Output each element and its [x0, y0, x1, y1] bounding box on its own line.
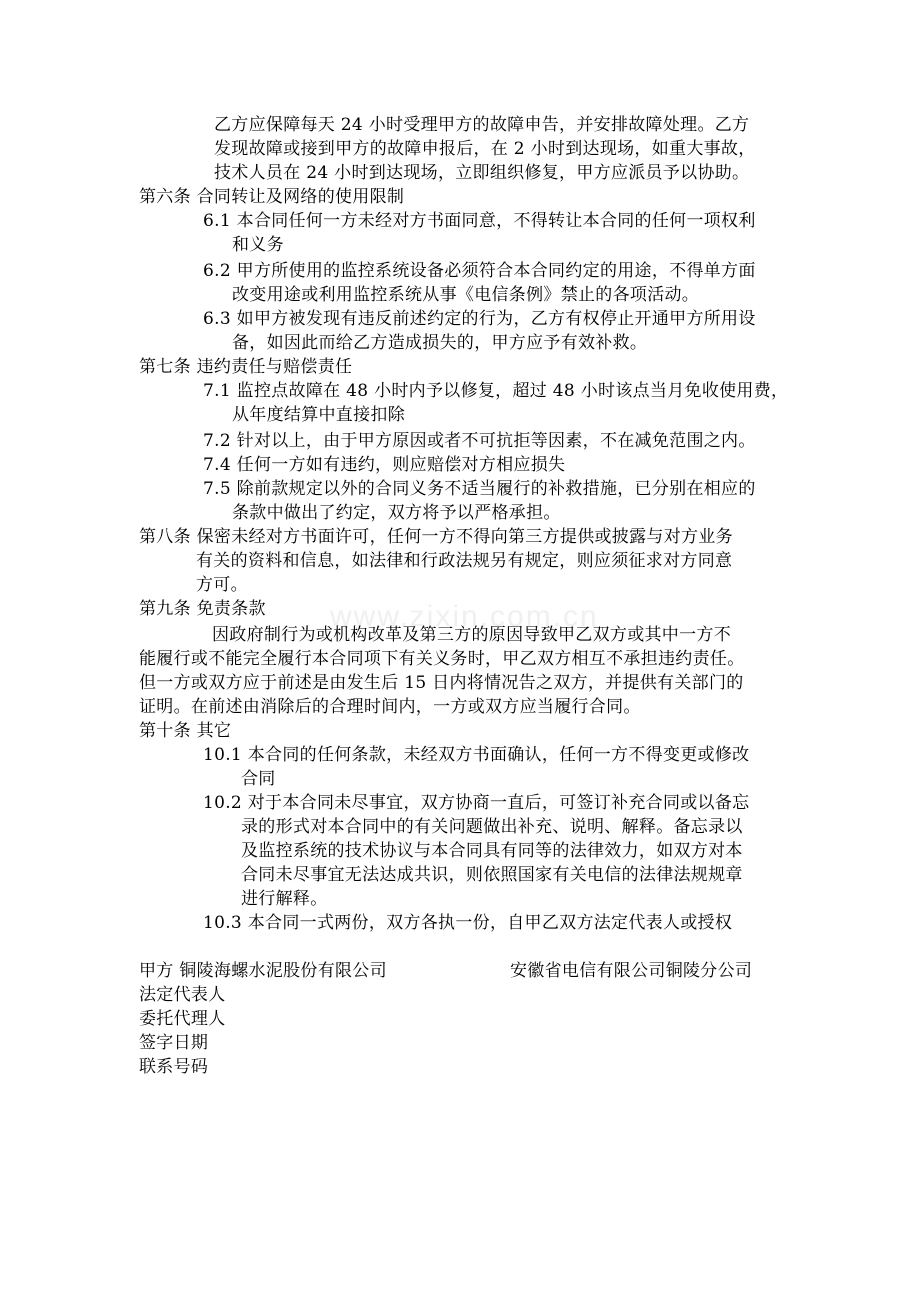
clause-10-2-cont: 录的形式对本合同中的有关问题做出补充、说明、解释。备忘录以 — [241, 817, 743, 837]
article-8-line: 方可。 — [196, 575, 248, 595]
clause-6-2-cont: 改变用途或利用监控系统从事《电信条例》禁止的各项活动。 — [232, 285, 700, 305]
clause-10-1: 10.1 本合同的任何条款，未经双方书面确认，任何一方不得变更或修改 — [203, 745, 750, 765]
clause-7-4: 7.4 任何一方如有违约，则应赔偿对方相应损失 — [203, 455, 566, 475]
clause-6-3-cont: 备，如因此而给乙方造成损失的，甲方应予有效补救。 — [232, 333, 648, 353]
clause-10-2: 10.2 对于本合同未尽事宜，双方协商一直后，可签订补充合同或以备忘 — [203, 793, 750, 813]
field-legal-representative: 法定代表人 — [139, 985, 226, 1005]
intro-line: 发现故障或接到甲方的故障申报后，在 2 小时到达现场，如重大事故， — [214, 139, 756, 159]
article-10-heading: 第十条 其它 — [139, 721, 232, 741]
clause-7-5-cont: 条款中做出了约定，双方将予以严格承担。 — [232, 503, 561, 523]
field-signing-date: 签字日期 — [139, 1033, 209, 1053]
clause-7-1: 7.1 监控点故障在 48 小时内予以修复，超过 48 小时该点当月免收使用费， — [203, 381, 789, 401]
article-9-heading: 第九条 免责条款 — [139, 599, 266, 619]
article-7-heading: 第七条 违约责任与赔偿责任 — [139, 357, 353, 377]
clause-7-1-cont: 从年度结算中直接扣除 — [232, 405, 405, 425]
clause-10-2-cont: 合同未尽事宜无法达成共识，则依照国家有关电信的法律法规规章 — [241, 865, 743, 885]
intro-line: 技术人员在 24 小时到达现场，立即组织修复，甲方应派员予以协助。 — [214, 163, 750, 183]
party-b-name: 安徽省电信有限公司铜陵分公司 — [510, 961, 753, 981]
clause-10-3: 10.3 本合同一式两份，双方各执一份，自甲乙双方法定代表人或授权 — [203, 913, 733, 933]
article-9-body: 因政府制行为或机构改革及第三方的原因导致甲乙双方或其中一方不 — [212, 625, 731, 645]
clause-6-2: 6.2 甲方所使用的监控系统设备必须符合本合同约定的用途，不得单方面 — [203, 261, 756, 281]
clause-7-2: 7.2 针对以上，由于甲方原因或者不可抗拒等因素，不在减免范围之内。 — [203, 431, 756, 451]
clause-10-1-cont: 合同 — [241, 769, 276, 789]
field-authorized-agent: 委托代理人 — [139, 1009, 226, 1029]
clause-10-2-cont: 及监控系统的技术协议与本合同具有同等的法律效力，如双方对本 — [241, 841, 743, 861]
clause-10-2-cont: 进行解释。 — [241, 889, 328, 909]
clause-7-5: 7.5 除前款规定以外的合同义务不适当履行的补救措施，已分别在相应的 — [203, 479, 756, 499]
article-6-heading: 第六条 合同转让及网络的使用限制 — [139, 187, 405, 207]
intro-line: 乙方应保障每天 24 小时受理甲方的故障申告，并安排故障处理。乙方 — [214, 115, 750, 135]
article-9-body: 但一方或双方应于前述是由发生后 15 日内将情况告之双方，并提供有关部门的 — [139, 673, 744, 693]
clause-6-3: 6.3 如甲方被发现有违反前述约定的行为，乙方有权停止开通甲方所用设 — [203, 309, 756, 329]
clause-6-1: 6.1 本合同任何一方未经对方书面同意，不得转让本合同的任何一项权利 — [203, 211, 756, 231]
article-9-body: 证明。在前述由消除后的合理时间内，一方或双方应当履行合同。 — [139, 697, 641, 717]
article-8-line: 第八条 保密未经对方书面许可，任何一方不得向第三方提供或披露与对方业务 — [139, 527, 733, 547]
party-a-name: 甲方 铜陵海螺水泥股份有限公司 — [139, 961, 387, 981]
article-9-body: 能履行或不能完全履行本合同项下有关义务时，甲乙双方相互不承担违约责任。 — [139, 649, 745, 669]
field-contact-number: 联系号码 — [139, 1057, 209, 1077]
article-8-line: 有关的资料和信息，如法律和行政法规另有规定，则应须征求对方同意 — [196, 551, 733, 571]
clause-6-1-cont: 和义务 — [232, 235, 284, 255]
watermark-text: www.zixin.com.cn — [330, 600, 599, 633]
